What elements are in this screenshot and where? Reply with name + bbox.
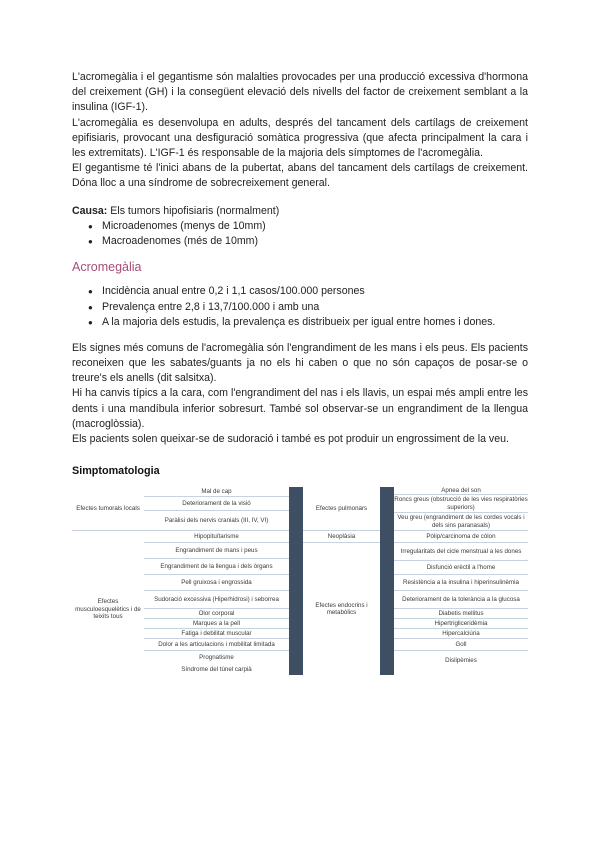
left-item: Engrandiment de mans i peus — [144, 543, 289, 559]
left-item: Engrandiment de la llengua i dels òrgans — [144, 559, 289, 575]
acromegalia-text — [72, 341, 528, 447]
right-item: Hipertrigliceridèmia — [394, 619, 528, 629]
left-item: Síndrome del túnel carpià — [181, 665, 252, 673]
causa-line — [72, 204, 528, 219]
causa-list — [72, 219, 528, 250]
right-group-label: Neoplàsia — [303, 531, 380, 543]
left-item: Deteriorament de la visió — [144, 497, 289, 511]
right-item: Goll — [394, 639, 528, 651]
left-item: Marques a la pell — [144, 619, 289, 629]
causa-text: Els tumors hipofisiaris (normalment) — [107, 204, 280, 217]
acromegalia-paragraph-1: Els signes més comuns de l'acromegàlia són l'engrandiment de les mans i els peus. Els pacients reconeixen que les sabates/guants ja no els hi caben o que no són capaços de posar-se o treure's els anells (dit salsitxa). — [72, 341, 528, 385]
left-item: Paràlisi dels nervis cranials (III, IV, VI) — [144, 511, 289, 531]
left-item: Mal de cap — [144, 487, 289, 497]
right-item: Resistència a la insulina i hiperinsulinèmia — [394, 575, 528, 591]
right-item: Deteriorament de la tolerància a la glucosa — [394, 591, 528, 609]
intro-paragraph-3: El gegantisme té l'inici abans de la pubertat, abans del tancament dels cartílags de creixement. Dóna lloc a una síndrome de sobrecreixement general. — [72, 162, 528, 190]
right-item: Roncs greus (obstrucció de les vies respiratòries superiors) — [394, 495, 528, 513]
list-item: ● Incidència anual entre 0,2 i 1,1 casos/100.000 persones — [88, 284, 528, 300]
list-item: ● Prevalença entre 2,8 i 13,7/100.000 i amb una — [88, 300, 528, 316]
left-divider-band — [289, 487, 303, 675]
right-item: Diabetis mellitus — [394, 609, 528, 619]
right-group-label: Efectes endocrins i metabòlics — [315, 601, 368, 617]
left-item: Fatiga i debilitat muscular — [144, 629, 289, 639]
right-item: Apnea del son — [394, 487, 528, 495]
list-item: ● Microadenomes (menys de 10mm) — [88, 219, 528, 235]
left-group-label: Efectes tumorals locals — [72, 487, 144, 531]
intro-paragraph-2: L'acromegàlia es desenvolupa en adults, després del tancament dels cartílags de creixement epifisiaris, provocant una desfiguració somàtica progressiva (que afecta principalment la cara i les extremitats). L'IGF-1 és responsable de la majoria dels símptomes de l'acromegàlia. — [72, 116, 528, 160]
left-item: Hipopituïtarisme — [144, 531, 289, 543]
left-item: Dolor a les articulacions i mobilitat limitada — [144, 639, 289, 651]
list-item: ● A la majoria dels estudis, la prevalença es distribueix per igual entre homes i dones. — [88, 315, 528, 331]
right-item: Dislipèmies — [445, 656, 477, 664]
symptoms-figure — [72, 487, 528, 675]
left-item: Prognatisme — [199, 653, 234, 661]
left-item: Pell gruixosa i engrossida — [144, 575, 289, 591]
right-item: Hipercalciúria — [394, 629, 528, 639]
causa-label: Causa: — [72, 204, 108, 217]
right-item: Irregularitats del cicle menstrual a les dones — [394, 543, 528, 561]
left-item: Sudoració excessiva (Hiperhidrosi) i seborrea — [144, 591, 289, 609]
left-item: Olor corporal — [144, 609, 289, 619]
intro-paragraph-1: L'acromegàlia i el gegantisme són malalties provocades per una producció excessiva d'hormona del creixement (GH) i la consegüent elevació dels nivells del factor de creixement semblant a la insulina (IGF-1). — [72, 71, 528, 114]
document-page — [72, 70, 528, 675]
left-group-label: Efectes musculoesquelètics i de teixits tous — [75, 598, 141, 620]
acromegalia-paragraph-2: Hi ha canvis típics a la cara, com l'engrandiment del nas i els llavis, un espai més ampli entre les dents i una mandíbula inferior sobresurt. També sol observar-se un engrandiment de la llengua (macroglòssia). — [72, 387, 528, 430]
right-divider-band — [380, 487, 394, 675]
simptomatologia-heading: Simptomatologia — [72, 465, 160, 478]
acromegalia-bullets — [72, 284, 528, 331]
list-item: ● Macroadenomes (més de 10mm) — [88, 234, 528, 250]
right-item: Pòlip/carcinoma de còlon — [394, 531, 528, 543]
acromegalia-heading: Acromegàlia — [72, 260, 142, 275]
right-item: Disfunció erèctil a l'home — [394, 561, 528, 575]
acromegalia-paragraph-3: Els pacients solen queixar-se de sudoració i també es pot produir un engrossiment de la veu. — [72, 433, 509, 446]
right-item: Veu greu (engrandiment de les cordes vocals i dels sins paranasals) — [394, 513, 528, 531]
right-group-label: Efectes pulmonars — [303, 487, 380, 531]
